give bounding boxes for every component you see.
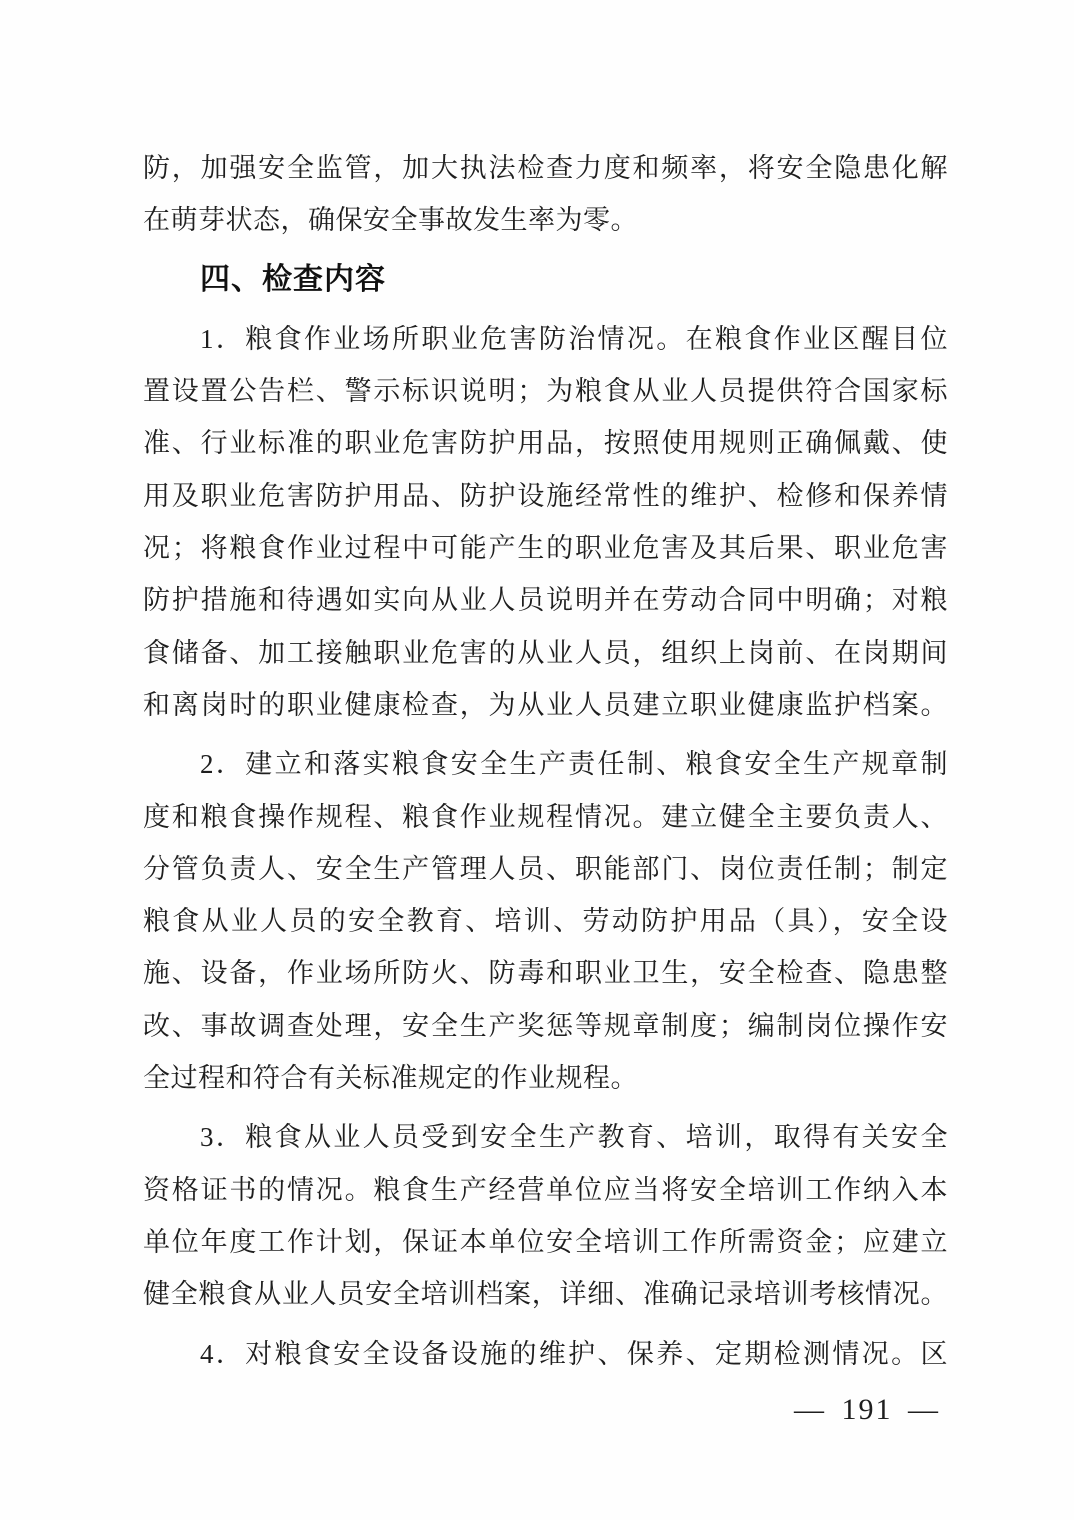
- body-line: 资格证书的情况。粮食生产经营单位应当将安全培训工作纳入本: [143, 1174, 948, 1205]
- body-line: 全过程和符合有关标准规定的作业规程。: [143, 1063, 638, 1094]
- body-line: 健全粮食从业人员安全培训档案，详细、准确记录培训考核情况。: [143, 1279, 948, 1310]
- body-line: 度和粮食操作规程、粮食作业规程情况。建立健全主要负责人、: [143, 801, 948, 832]
- body-line: 2．建立和落实粮食安全生产责任制、粮食安全生产规章制: [200, 749, 948, 780]
- body-line: 4．对粮食安全设备设施的维护、保养、定期检测情况。区: [200, 1338, 948, 1369]
- section-heading: 四、检查内容: [200, 262, 386, 296]
- body-line: 施、设备，作业场所防火、防毒和职业卫生，安全检查、隐患整: [143, 958, 948, 989]
- body-line: 防，加强安全监管，加大执法检查力度和频率，将安全隐患化解: [143, 153, 948, 183]
- body-line: 用及职业危害防护用品、防护设施经常性的维护、检修和保养情: [143, 480, 948, 511]
- page-body: [143, 142, 948, 1380]
- body-line: 况；将粮食作业过程中可能产生的职业危害及其后果、职业危害: [143, 533, 948, 564]
- body-line: 准、行业标准的职业危害防护用品，按照使用规则正确佩戴、使: [143, 428, 948, 459]
- page-number: — 191 —: [794, 1393, 940, 1426]
- body-line: 1．粮食作业场所职业危害防治情况。在粮食作业区醒目位: [200, 323, 948, 354]
- body-line: 单位年度工作计划，保证本单位安全培训工作所需资金；应建立: [143, 1226, 948, 1257]
- body-line: 置设置公告栏、警示标识说明；为粮食从业人员提供符合国家标: [143, 376, 948, 407]
- body-line: 改、事故调查处理，安全生产奖惩等规章制度；编制岗位操作安: [143, 1010, 948, 1041]
- body-line: 防护措施和待遇如实向从业人员说明并在劳动合同中明确；对粮: [143, 585, 948, 616]
- body-line: 3．粮食从业人员受到安全生产教育、培训，取得有关安全: [200, 1122, 948, 1153]
- body-line: 分管负责人、安全生产管理人员、职能部门、岗位责任制；制定: [143, 853, 948, 884]
- body-line: 食储备、加工接触职业危害的从业人员，组织上岗前、在岗期间: [143, 637, 948, 668]
- body-line: 粮食从业人员的安全教育、培训、劳动防护用品（具），安全设: [143, 906, 948, 937]
- body-line: 在萌芽状态，确保安全事故发生率为零。: [143, 205, 638, 236]
- body-line: 和离岗时的职业健康检查，为从业人员建立职业健康监护档案。: [143, 689, 948, 720]
